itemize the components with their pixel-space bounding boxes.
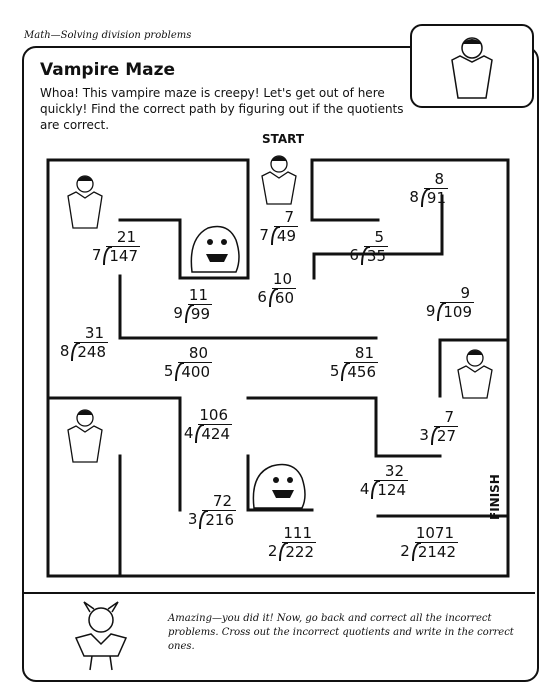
page-header: Math—Solving division problems <box>24 30 192 41</box>
divider <box>22 592 535 594</box>
divisor: 7 <box>259 226 269 244</box>
dividend: 99 <box>188 304 212 323</box>
division-problem <box>184 406 232 443</box>
division-problem <box>164 344 212 381</box>
quotient: 21 <box>116 228 136 246</box>
dividend: 147 <box>106 246 140 265</box>
quotient: 7 <box>284 208 294 226</box>
division-problem <box>330 344 378 381</box>
dividend: 424 <box>198 424 232 443</box>
divisor: 3 <box>187 510 198 528</box>
vampire-icon <box>256 150 302 206</box>
quotient: 106 <box>199 406 228 424</box>
dividend: 216 <box>202 510 236 529</box>
division-problem <box>419 408 458 445</box>
quotient: 10 <box>272 270 292 288</box>
dividend: 35 <box>364 246 388 265</box>
finish-label: FINISH <box>488 474 502 520</box>
division-problem <box>268 524 316 561</box>
quotient: 72 <box>212 492 232 510</box>
intro-text: Whoa! This vampire maze is creepy! Let's get out of here quickly! Find the correct path by figuring out if the quotients are correct. <box>40 86 404 132</box>
quotient: 7 <box>444 408 454 426</box>
bat-creature-icon <box>66 600 136 672</box>
quotient: 8 <box>434 170 444 188</box>
dividend: 222 <box>282 542 316 561</box>
division-problem <box>360 462 408 499</box>
division-problem <box>92 228 140 265</box>
division-problem <box>188 492 236 529</box>
vampire-icon <box>62 404 108 464</box>
divisor: 6 <box>349 246 359 264</box>
divisor: 9 <box>173 304 183 322</box>
divisor: 5 <box>163 362 174 380</box>
division-problem <box>60 324 108 361</box>
dividend: 124 <box>374 480 408 499</box>
quotient: 9 <box>460 284 470 302</box>
divisor: 5 <box>329 362 340 380</box>
division-problem <box>426 284 474 321</box>
dividend: 2142 <box>415 542 458 561</box>
dividend: 456 <box>344 362 378 381</box>
quotient: 32 <box>384 462 404 480</box>
monster-icon <box>248 458 310 510</box>
dividend: 60 <box>272 288 296 307</box>
footer-instructions: Amazing—you did it! Now, go back and correct all the incorrect problems. Cross out the incorrect quotients and write in the correct ones. <box>168 613 514 652</box>
divisor: 6 <box>257 288 267 306</box>
dividend: 400 <box>178 362 212 381</box>
division-problem <box>257 270 296 307</box>
dividend: 91 <box>424 188 448 207</box>
dividend: 49 <box>274 226 298 245</box>
vampire-icon <box>62 170 108 230</box>
dividend: 109 <box>440 302 474 321</box>
divisor: 8 <box>409 188 419 206</box>
dividend: 248 <box>74 342 108 361</box>
divisor: 9 <box>425 302 436 320</box>
page-title: Vampire Maze <box>40 60 176 80</box>
quotient: 80 <box>188 344 208 362</box>
quotient: 111 <box>283 524 312 542</box>
start-label: START <box>262 132 305 146</box>
divisor: 2 <box>400 542 410 560</box>
monster-icon <box>184 218 244 276</box>
divisor: 4 <box>183 424 194 442</box>
divisor: 2 <box>267 542 278 560</box>
division-problem <box>173 286 212 323</box>
vampire-icon <box>452 344 498 400</box>
quotient: 11 <box>188 286 208 304</box>
divisor: 4 <box>359 480 370 498</box>
quotient: 81 <box>354 344 374 362</box>
dividend: 27 <box>434 426 458 445</box>
divisor: 3 <box>419 426 429 444</box>
quotient: 31 <box>84 324 104 342</box>
division-problem <box>409 170 448 207</box>
divisor: 7 <box>91 246 102 264</box>
divisor: 8 <box>59 342 70 360</box>
quotient: 1071 <box>415 524 454 542</box>
division-problem <box>400 524 458 561</box>
division-problem <box>349 228 388 265</box>
division-problem <box>259 208 298 245</box>
quotient: 5 <box>374 228 384 246</box>
